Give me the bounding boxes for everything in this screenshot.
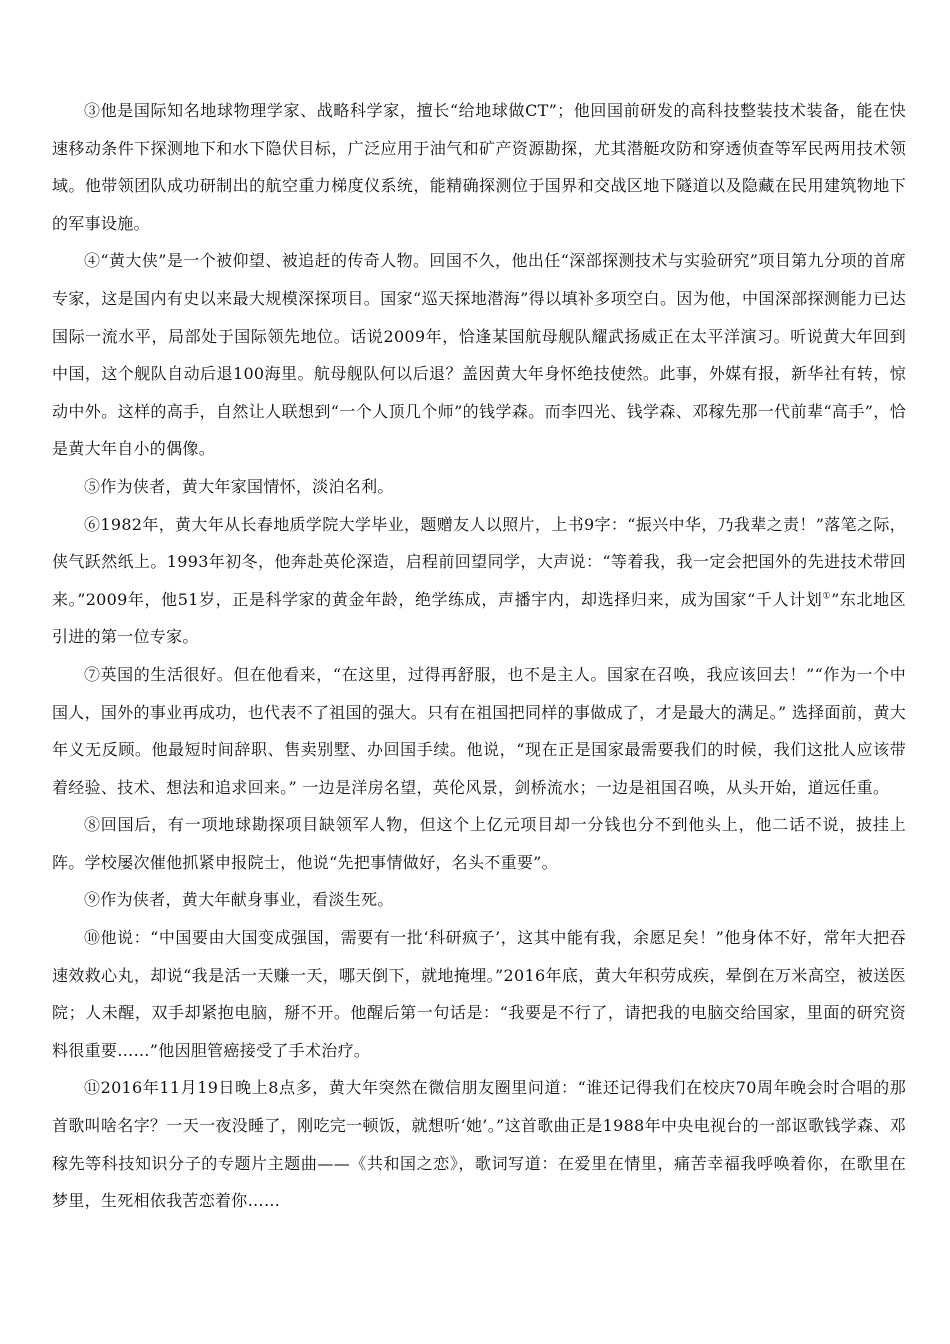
paragraph-6-text-b: ”东北地区引进的第一位专家。 bbox=[52, 589, 906, 647]
paragraph-10: ⑩他说：“中国要由大国变成强国，需要有一批‘科研疯子’，这其中能有我，余愿足矣！”他身体不好，常年大把吞速效救心丸，却说“我是活一天赚一天，哪天倒下，就地掩埋。”2016年底，黄大年积劳成疾，晕倒在万米高空，被送医院；人未醒，双手却紧抱电脑，掰不开。他醒后第一句话是：“我要是不行了，请把我的电脑交给国家，里面的研究资料很重要……”他因胆管癌接受了手术治疗。 bbox=[52, 928, 906, 1060]
paragraph-9: ⑨作为侠者，黄大年献身事业，看淡生死。 bbox=[84, 890, 394, 910]
paragraph-11: ⑪2016年11月19日晚上8点多，黄大年突然在微信朋友圈里问道：“谁还记得我们在校庆70周年晚会时合唱的那首歌叫啥名字？一天一夜没睡了，刚吃完一顿饭，就想听‘她’。”这首歌曲正是1988年中央电视台的一部讴歌钱学森、邓稼先等科技知识分子的专题片主题曲——《共和国之恋》，歌词写道：在爱里在情里，痛苦幸福我呼唤着你，在歌里在梦里，生死相依我苦恋着你…… bbox=[52, 1078, 906, 1211]
paragraph-6-text-a: ⑥1982年，黄大年从长春地质学院大学毕业，题赠友人以照片，上书9字：“振兴中华，乃我辈之责！”落笔之际，侠气跃然纸上。1993年初冬，他奔赴英伦深造，启程前回望同学，大声说：“等着我，我一定会把国外的先进技术带回来。”2009年，他51岁，正是科学家的黄金年龄，绝学练成，声播宇内，却选择归来，成为国家“千人计划 bbox=[52, 514, 906, 609]
paragraph-4: ④“黄大侠”是一个被仰望、被追赶的传奇人物。回国不久，他出任“深部探测技术与实验研究”项目第九分项的首席专家，这是国内有史以来最大规模深探项目。国家“巡天探地潜海”得以填补多项空白。因为他，中国深部探测能力已达国际一流水平，局部处于国际领先地位。话说2009年，恰逢某国航母舰队耀武扬威正在太平洋演习。听说黄大年回到中国，这个舰队自动后退100海里。航母舰队何以后退？盖因黄大年身怀绝技使然。此事，外媒有报，新华社有转，惊动中外。这样的高手，自然让人联想到“一个人顶几个师”的钱学森。而李四光、钱学森、邓稼先那一代前辈“高手”，恰是黄大年自小的偶像。 bbox=[52, 251, 906, 459]
paragraph-5: ⑤作为侠者，黄大年家国情怀，淡泊名利。 bbox=[84, 476, 394, 496]
paragraph-7: ⑦英国的生活很好。但在他看来，“在这里，过得再舒服，也不是主人。国家在召唤，我应该回去！”“作为一个中国人，国外的事业再成功，也代表不了祖国的强大。只有在祖国把同样的事做成了，才是最大的满足。” 选择面前，黄大年义无反顾。他最短时间辞职、售卖别墅、办回国手续。他说，“现在正是国家最需要我们的时候，我们这批人应该带着经验、技术、想法和追求回来。” 一边是洋房名望，英伦风景，剑桥流水；一边是祖国召唤，从头开始，道远任重。 bbox=[52, 664, 906, 797]
article-body bbox=[52, 92, 906, 1220]
paragraph-6 bbox=[52, 506, 906, 656]
paragraph-8: ⑧回国后，有一项地球勘探项目缺领军人物，但这个上亿元项目却一分钱也分不到他头上，他二话不说，披挂上阵。学校屡次催他抓紧申报院士，他说“先把事情做好，名头不重要”。 bbox=[52, 815, 906, 872]
footnote-marker: ① bbox=[822, 591, 832, 602]
paragraph-3: ③他是国际知名地球物理学家、战略科学家，擅长“给地球做CT”；他回国前研发的高科技整装技术装备，能在快速移动条件下探测地下和水下隐伏目标，广泛应用于油气和矿产资源勘探，尤其潜艇攻防和穿透侦查等军民两用技术领域。他带领团队成功研制出的航空重力梯度仪系统，能精确探测位于国界和交战区地下隧道以及隐藏在民用建筑物地下的军事设施。 bbox=[52, 101, 906, 233]
